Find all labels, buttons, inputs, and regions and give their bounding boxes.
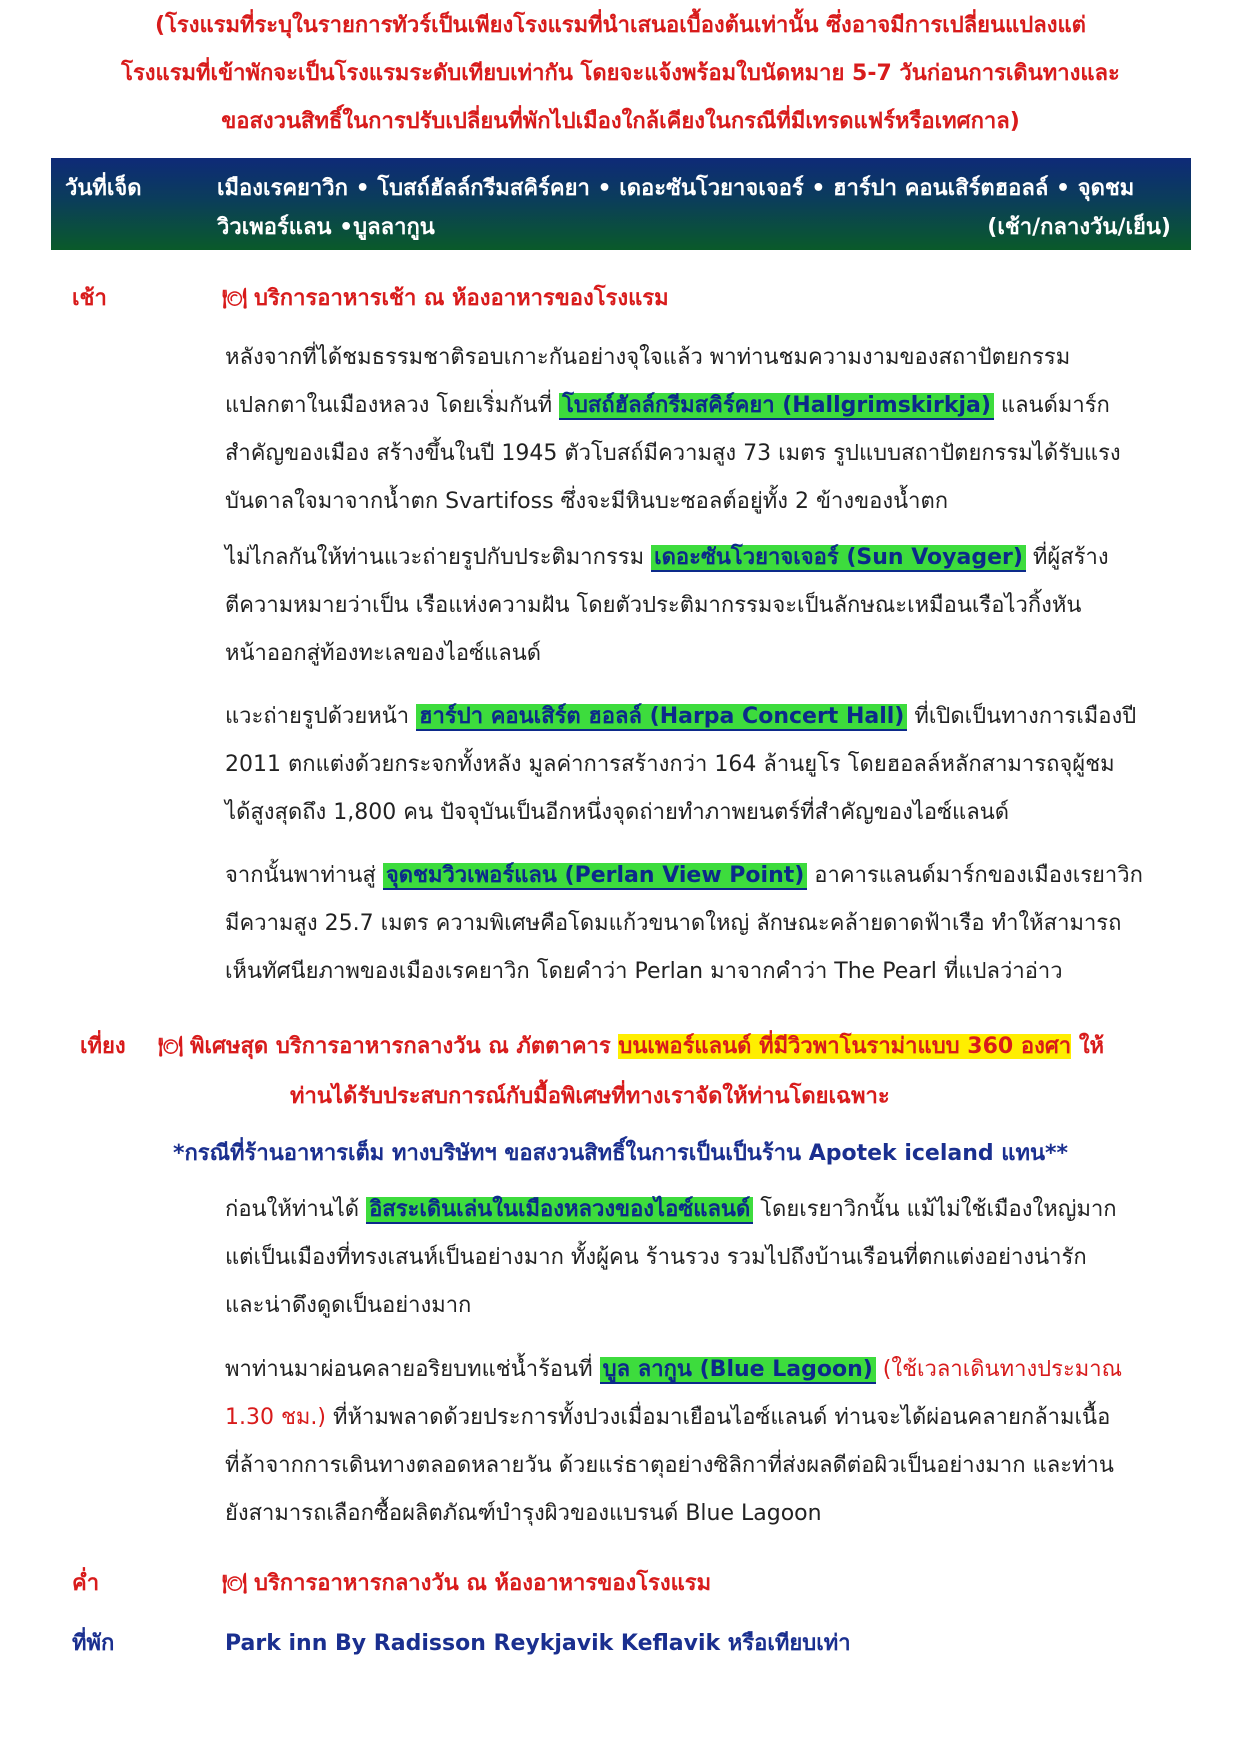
text-line xyxy=(225,1186,1175,1234)
text-segment: ที่เปิดเป็นทางการเมืองปี xyxy=(907,704,1137,729)
text-segment: พาท่านมาผ่อนคลายอริยบทแช่น้ำร้อนที่ xyxy=(225,1357,600,1382)
highlight-sun-voyager: เดอะซันโวยาจเจอร์ (Sun Voyager) xyxy=(651,545,1026,572)
dinner-line xyxy=(222,1565,711,1600)
dish-icon: 🍽 xyxy=(158,1034,184,1058)
lunch-line2: ท่านได้รับประสบการณ์กับมื้อพิเศษที่ทางเราจัดให้ท่านโดยเฉพาะ xyxy=(290,1084,890,1109)
day-places-line1: เมืองเรคยาวิก • โบสถ์ฮัลล์กรีมสคิร์คยา • เดอะซันโวยาจเจอร์ • ฮาร์ปา คอนเสิร์ตฮอลล์ • จุดชม xyxy=(217,176,1135,201)
text-line: สำคัญของเมือง สร้างขึ้นในปี 1945 ตัวโบสถ์มีความสูง 73 เมตร รูปแบบสถาปัตยกรรมได้รับแรง xyxy=(225,441,1121,466)
text-line: ที่ล้าจากการเดินทางตลอดหลายวัน ด้วยแร่ธาตุอย่างซิลิกาที่ส่งผลดีต่อผิวเป็นอย่างมาก และท่าน xyxy=(225,1453,1114,1478)
lunch-line1 xyxy=(158,1028,1104,1063)
text-line xyxy=(225,693,1175,741)
text-line: หน้าออกสู่ท้องทะเลของไอซ์แลนด์ xyxy=(225,641,542,666)
day-meals: (เช้า/กลางวัน/เย็น) xyxy=(987,215,1171,240)
highlight-hallgrimskirkja: โบสถ์ฮัลล์กรีมสคิร์คยา (Hallgrimskirkja) xyxy=(559,393,994,420)
text-line: ตีความหมายว่าเป็น เรือแห่งความฝัน โดยตัวประติมากรรมจะเป็นลักษณะเหมือนเรือไวกิ้งหัน xyxy=(225,593,1082,618)
highlight-blue-lagoon: บูล ลากูน (Blue Lagoon) xyxy=(600,1357,876,1384)
breakfast-text: บริการอาหารเช้า ณ ห้องอาหารของโรงแรม xyxy=(254,286,669,311)
text-segment: ก่อนให้ท่านได้ xyxy=(225,1197,367,1222)
text-segment: แปลกตาในเมืองหลวง โดยเริ่มกันที่ xyxy=(225,393,560,418)
restaurant-note: *กรณีที่ร้านอาหารเต็ม ทางบริษัทฯ ขอสงวนสิทธิ์ในการเป็นเป็นร้าน Apotek iceland แทน** xyxy=(172,1141,1069,1166)
paragraph-blue-lagoon xyxy=(225,1346,1175,1538)
text-segment: ให้ xyxy=(1071,1034,1105,1059)
lunch-label: เที่ยง xyxy=(80,1034,126,1059)
text-line: เห็นทัศนียภาพของเมืองเรคยาวิก โดยคำว่า Perlan มาจากคำว่า The Pearl ที่แปลว่าอ่าว xyxy=(225,959,1063,984)
text-segment: แวะถ่ายรูปด้วยหน้า xyxy=(225,704,417,729)
text-line xyxy=(225,1346,1175,1394)
breakfast-line xyxy=(222,280,669,315)
text-segment: อาคารแลนด์มาร์กของเมืองเรยาวิก xyxy=(807,863,1143,888)
paragraph-hallgrimskirkja xyxy=(225,334,1175,526)
text-line: ได้สูงสุดถึง 1,800 คน ปัจจุบันเป็นอีกหนึ่งจุดถ่ายทำภาพยนตร์ที่สำคัญของไอซ์แลนด์ xyxy=(225,800,1010,825)
day-header-banner xyxy=(51,158,1191,250)
text-segment: จากนั้นพาท่านสู่ xyxy=(225,863,383,888)
highlight-perlan-restaurant: บนเพอร์แลนด์ ที่มีวิวพาโนราม่าแบบ 360 องศา xyxy=(618,1034,1072,1059)
paragraph-harpa xyxy=(225,693,1175,837)
text-segment: ที่ห้ามพลาดด้วยประการทั้งปวงเมื่อมาเยือนไอซ์แลนด์ ท่านจะได้ผ่อนคลายกล้ามเนื้อ xyxy=(326,1405,1111,1430)
notice-line: (โรงแรมที่ระบุในรายการทัวร์เป็นเพียงโรงแรมที่นำเสนอเบื้องต้นเท่านั้น ซึ่งอาจมีการเปลี่ยนแปลงแต่ xyxy=(155,13,1086,38)
day-label: วันที่เจ็ด xyxy=(65,176,142,201)
text-line xyxy=(225,382,1175,430)
highlight-harpa: ฮาร์ปา คอนเสิร์ต ฮอลล์ (Harpa Concert Hall) xyxy=(416,704,907,731)
text-line xyxy=(225,1394,1175,1442)
text-line xyxy=(225,534,1175,582)
hotel-notice xyxy=(40,2,1201,146)
text-segment: แลนด์มาร์ก xyxy=(993,393,1110,418)
dish-icon: 🍽 xyxy=(222,286,248,310)
text-line: ยังสามารถเลือกซื้อผลิตภัณฑ์บำรุงผิวของแบรนด์ Blue Lagoon xyxy=(225,1501,822,1526)
text-segment: ไม่ไกลกันให้ท่านแวะถ่ายรูปกับประติมากรรม xyxy=(225,545,652,570)
hotel-name: Park inn By Radisson Reykjavik Keflavik หรือเทียบเท่า xyxy=(225,1631,851,1656)
paragraph-free-time xyxy=(225,1186,1175,1330)
hotel-label: ที่พัก xyxy=(72,1631,115,1656)
paragraph-perlan xyxy=(225,852,1175,996)
text-line: หลังจากที่ได้ชมธรรมชาติรอบเกาะกันอย่างจุใจแล้ว พาท่านชมความงามของสถาปัตยกรรม xyxy=(225,345,1071,370)
text-segment: ที่ผู้สร้าง xyxy=(1025,545,1109,570)
text-line: บันดาลใจมาจากน้ำตก Svartifoss ซึ่งจะมีหินบะซอลต์อยู่ทั้ง 2 ข้างของน้ำตก xyxy=(225,489,949,514)
notice-line: โรงแรมที่เข้าพักจะเป็นโรงแรมระดับเทียบเท่ากัน โดยจะแจ้งพร้อมใบนัดหมาย 5-7 วันก่อนการเดินทางและ xyxy=(121,61,1120,86)
day-places-line2: วิวเพอร์แลน •บูลลากูน xyxy=(217,215,435,240)
text-line: แต่เป็นเมืองที่ทรงเสนห์เป็นอย่างมาก ทั้งผู้คน ร้านรวง รวมไปถึงบ้านเรือนที่ตกแต่งอย่างน่ารัก xyxy=(225,1245,1087,1270)
dish-icon: 🍽 xyxy=(222,1571,248,1595)
dinner-text: บริการอาหารกลางวัน ณ ห้องอาหารของโรงแรม xyxy=(254,1571,712,1596)
breakfast-label: เช้า xyxy=(72,286,107,311)
highlight-perlan: จุดชมวิวเพอร์แลน (Perlan View Point) xyxy=(383,863,807,890)
travel-time: (ใช้เวลาเดินทางประมาณ xyxy=(875,1357,1123,1382)
text-line: 2011 ตกแต่งด้วยกระจกทั้งหลัง มูลค่าการสร้างกว่า 164 ล้านยูโร โดยฮอลล์หลักสามารถจุผู้ชม xyxy=(225,752,1115,777)
text-line xyxy=(225,852,1175,900)
text-segment: โดยเรยาวิกนั้น แม้ไม่ใช้เมืองใหญ่มาก xyxy=(753,1197,1117,1222)
text-segment: พิเศษสุด บริการอาหารกลางวัน ณ ภัตตาคาร xyxy=(190,1034,619,1059)
travel-time: 1.30 ชม.) xyxy=(225,1405,326,1430)
paragraph-sun-voyager xyxy=(225,534,1175,678)
notice-line: ขอสงวนสิทธิ์ในการปรับเปลี่ยนที่พักไปเมืองใกล้เคียงในกรณีที่มีเทรดแฟร์หรือเทศกาล) xyxy=(221,109,1020,134)
text-line: และน่าดึงดูดเป็นอย่างมาก xyxy=(225,1293,472,1318)
highlight-free-time: อิสระเดินเล่นในเมืองหลวงของไอซ์แลนด์ xyxy=(366,1197,753,1224)
text-line: มีความสูง 25.7 เมตร ความพิเศษคือโดมแก้วขนาดใหญ่ ลักษณะคล้ายดาดฟ้าเรือ ทำให้สามารถ xyxy=(225,911,1122,936)
dinner-label: ค่ำ xyxy=(72,1571,100,1596)
